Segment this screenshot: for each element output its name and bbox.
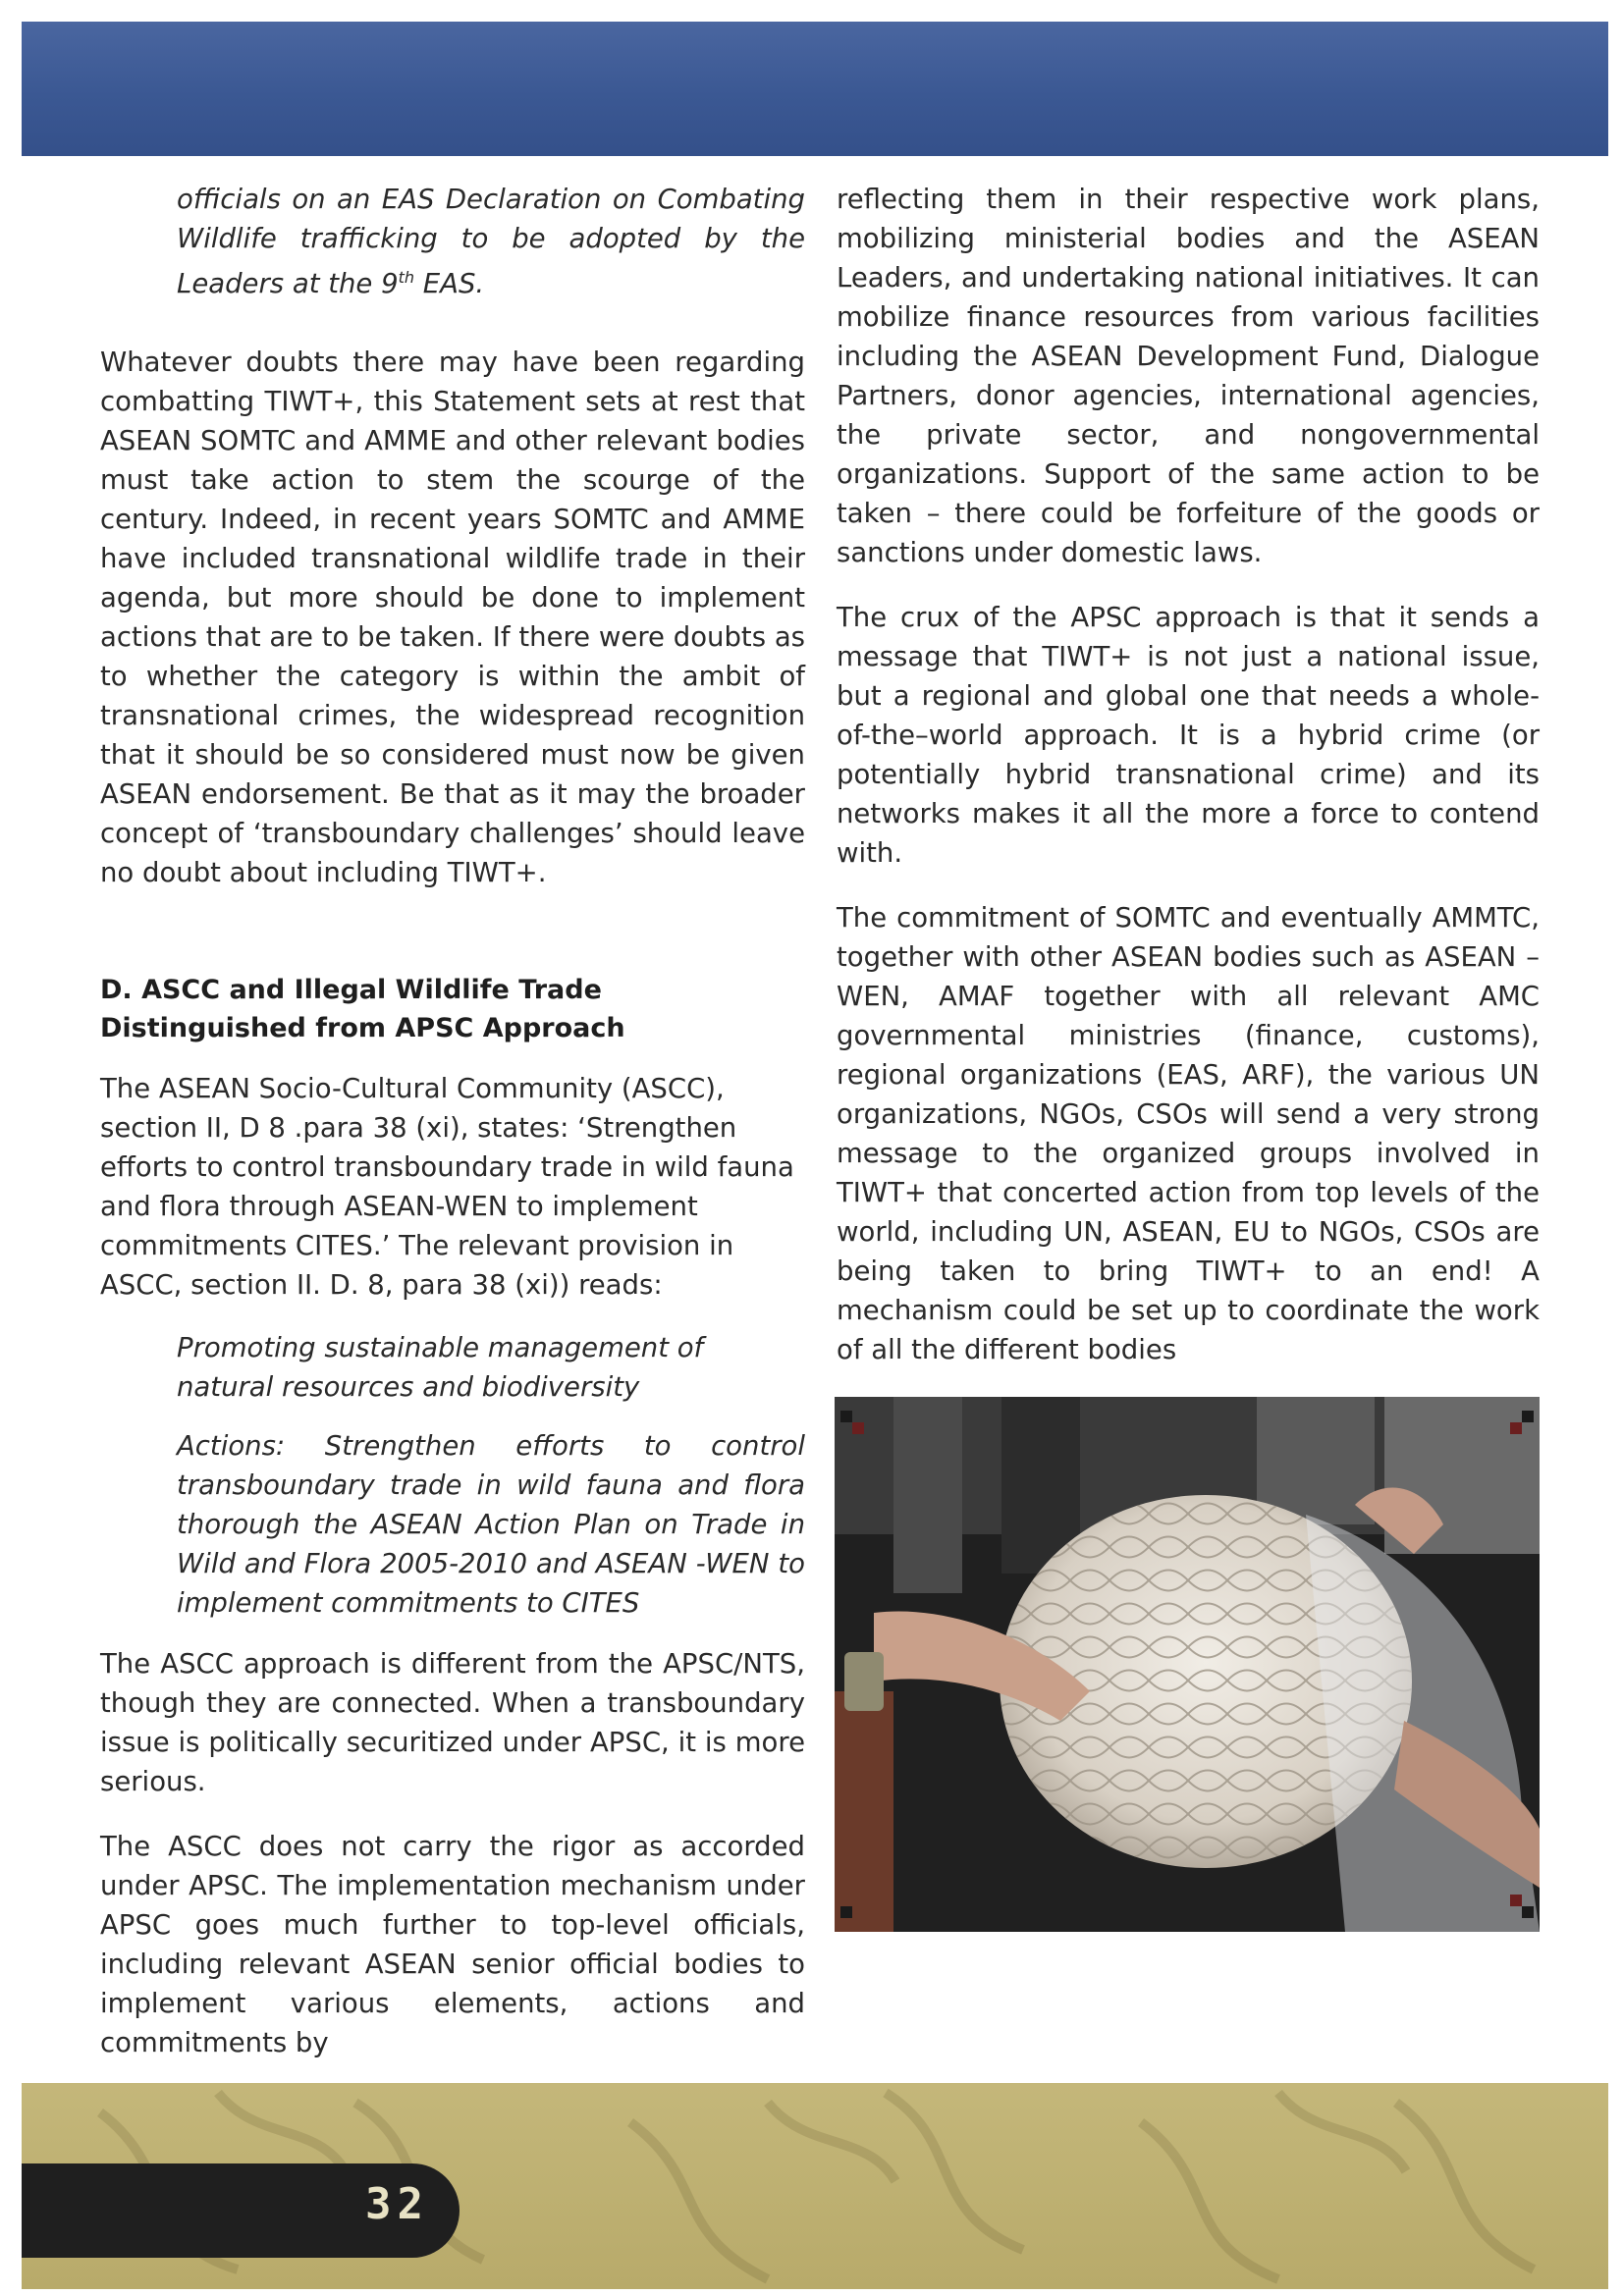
section-heading-d: D. ASCC and Illegal Wildlife Trade Distinguished from APSC Approach bbox=[100, 975, 625, 1044]
page-number: 32 bbox=[365, 2179, 429, 2229]
ascc-rigor-paragraph: The ASCC does not carry the rigor as accorded under APSC. The implementation mechanism under APSC goes much further to top-level officials, including relevant ASEAN senior official bodies to implement various elements, actions and commitments by bbox=[100, 1831, 805, 2059]
ascc-provision-paragraph: The ASEAN Socio-Cultural Community (ASCC), section II, D 8 .para 38 (xi), states: ‘Strengthen efforts to control transboundary trade in wild fauna and flora through ASEAN-WEN to implement commitments CITES.’ The relevant provision in ASCC, section II. D. 8, para 38 (xi)) reads: bbox=[100, 1073, 794, 1302]
eas-declaration-quote: officials on an EAS Declaration on Combating Wildlife trafficking to be adopted by the Leaders at the 9th EAS. bbox=[177, 184, 805, 300]
photo-corner-mark bbox=[840, 1906, 852, 1918]
ascc-quote-title: Promoting sustainable management of natural resources and biodiversity bbox=[177, 1332, 704, 1404]
photo-corner-mark bbox=[1510, 1422, 1522, 1434]
left-column bbox=[100, 180, 805, 2062]
right-column bbox=[837, 180, 1540, 1369]
somtc-commitment-paragraph: The commitment of SOMTC and eventually AMMTC, together with other ASEAN bodies such as ASEAN –WEN, AMAF together with all relevant AMC governmental ministries (finance, customs), regional organizations (EAS, ARF), the various UN organizations, NGOs, CSOs will send a very strong message to the organized groups involved in TIWT+ that concerted action from top levels of the world, including UN, ASEAN, EU to NGOs, CSOs are being taken to bring TIWT+ to an end! A mechanism could be set up to coordinate the work of all the different bodies bbox=[837, 902, 1540, 1365]
photo-corner-mark bbox=[852, 1422, 864, 1434]
pangolin-photo-illustration bbox=[835, 1397, 1540, 1932]
ascc-quote-actions: Actions: Strengthen efforts to control transboundary trade in wild fauna and flora thorough the ASEAN Action Plan on Trade in Wild and Flora 2005-2010 and ASEAN -WEN to implement commitments to CITES bbox=[177, 1430, 805, 1620]
photo-corner-mark bbox=[1522, 1906, 1534, 1918]
apsc-crux-paragraph: The crux of the APSC approach is that it sends a message that TIWT+ is not just a national issue, but a regional and global one that needs a whole-of-the–world approach. It is a hybrid crime (or potentially hybrid transnational crime) and its networks makes it all the more a force to contend with. bbox=[837, 602, 1540, 869]
ascc-approach-paragraph: The ASCC approach is different from the APSC/NTS, though they are connected. When a transboundary issue is politically securitized under APSC, it is more serious. bbox=[100, 1648, 805, 1798]
photo-corner-mark bbox=[1510, 1895, 1522, 1906]
photo-corner-mark bbox=[1522, 1411, 1534, 1422]
pangolin-photo bbox=[835, 1397, 1540, 1932]
tiwt-statement-paragraph: Whatever doubts there may have been regarding combatting TIWT+, this Statement sets at rest that ASEAN SOMTC and AMME and other relevant bodies must take action to stem the scourge of the century. Indeed, in recent years SOMTC and AMME have included transnational wildlife trade in their agenda, but more should be done to implement actions that are to be taken. If there were doubts as to whether the category is within the ambit of transnational crimes, the widespread recognition that it should be so considered must now be given ASEAN endorsement. Be that as it may the broader concept of ‘transboundary challenges’ should leave no doubt about including TIWT+. bbox=[100, 347, 805, 889]
photo-corner-mark bbox=[840, 1411, 852, 1422]
work-plans-paragraph: reflecting them in their respective work plans, mobilizing ministerial bodies and the ASEAN Leaders, and undertaking national initiatives. It can mobilize finance resources from various facilities including the ASEAN Development Fund, Dialogue Partners, donor agencies, international agencies, the private sector, and nongovernmental organizations. Support of the same action to be taken – there could be forfeiture of the goods or sanctions under domestic laws. bbox=[837, 184, 1540, 568]
header-band bbox=[22, 22, 1608, 156]
